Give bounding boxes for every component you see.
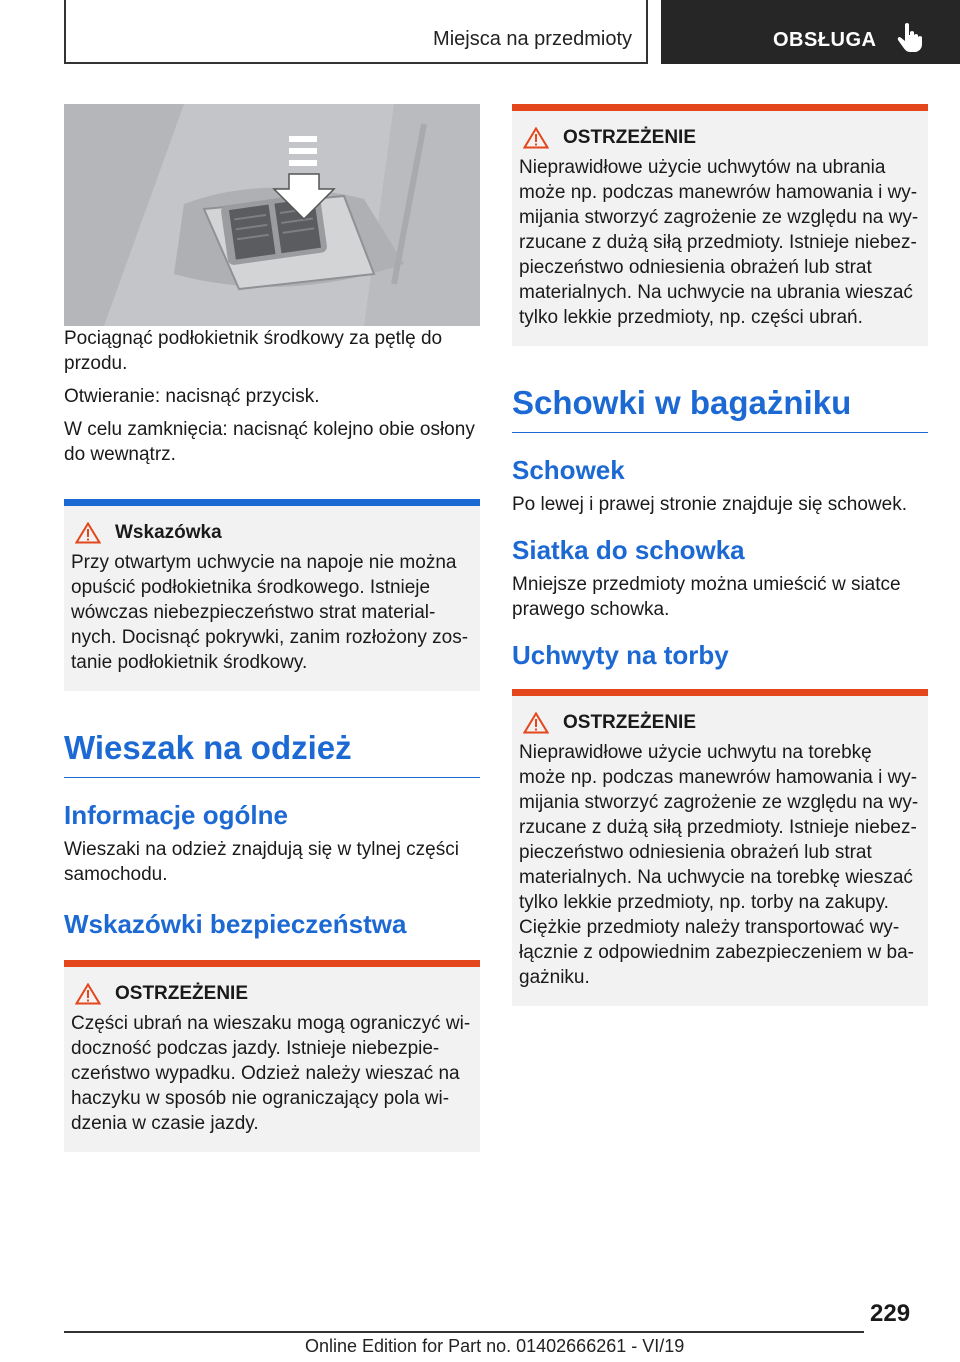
- storage-text: Po lewej i prawej stronie znajduje się schowek.: [512, 494, 907, 515]
- warning-box-clothes: [64, 960, 480, 1152]
- header-chapter-title: OBSŁUGA: [773, 29, 877, 51]
- warning-text: Nieprawidłowe użycie uchwytu na torebkę może np. podczas manewrów hamowania i wymijania stworzyć zagrożenie ze względu na wyrzucane z dużą siłą przedmioty. Istnieje niebezpieczeństwo odniesienia obrażeń lub strat materialnych. Na uchwycie na torebkę wieszać tylko lekkie przedmioty, np. torby na zakupy. Ciężkie przedmioty należy transportować wyłącznie z odpowiednim zabezpieczeniem w bagażniku.: [519, 742, 919, 988]
- warning-title: OSTRZEŻENIE: [115, 983, 249, 1004]
- warning-box-bag-hooks: [512, 689, 928, 1006]
- warning-title: OSTRZEŻENIE: [563, 712, 697, 733]
- header-section-title: Miejsca na przedmioty: [433, 28, 632, 50]
- warning-triangle-icon: [75, 983, 101, 1005]
- warning-triangle-icon: [523, 127, 549, 149]
- warning-title: OSTRZEŻENIE: [563, 127, 697, 148]
- subtitle-storage: Schowek: [512, 455, 625, 485]
- warning-triangle-icon: [523, 712, 549, 734]
- warning-text: Nieprawidłowe użycie uchwytów na ubrania może np. podczas manewrów hamowania i wymijania stworzyć zagrożenie ze względu na wyrzucane z dużą siłą przedmioty. Istnieje niebezpieczeństwo odniesienia obrażeń lub strat materialnych. Na uchwycie na ubrania wieszać tylko lekkie przedmioty, np. części ubrań.: [519, 157, 919, 328]
- note-text: Przy otwartym uchwycie na napoje nie można opuścić podłokietnika środkowego. Istnieje wówczas niebezpieczeństwo strat materialnych. Docisnąć pokrywki, zanim rozłożony zostanie podłokietnik środkowy.: [71, 552, 469, 673]
- left-column: [64, 104, 480, 1152]
- subtitle-general-info: Informacje ogólne: [64, 800, 288, 830]
- footer-edition: Online Edition for Part no. 01402666261 - VI/19: [305, 1336, 685, 1356]
- subtitle-bag-hooks: Uchwyty na torby: [512, 640, 729, 670]
- header-chapter-box: [661, 0, 960, 64]
- subtitle-storage-net: Siatka do schowka: [512, 535, 745, 565]
- general-info-text: Wieszaki na odzież znajdują się w tylnej części samochodu.: [64, 839, 459, 885]
- subtitle-safety-notes: Wskazówki bezpieczeństwa: [64, 909, 407, 939]
- page-number: 229: [870, 1300, 911, 1327]
- section-title-clothes-hooks: Wieszak na odzież: [64, 729, 480, 778]
- pointing-hand-icon: [897, 22, 923, 52]
- header-section-box: [64, 0, 648, 64]
- footer-rule: [64, 1331, 864, 1333]
- instruction-open: Otwieranie: nacisnąć przycisk.: [64, 386, 320, 407]
- armrest-photo: [64, 104, 480, 326]
- warning-triangle-icon: [75, 522, 101, 544]
- storage-net-text: Mniejsze przedmioty można umieścić w siatce prawego schowka.: [512, 574, 901, 620]
- warning-box-hooks: [512, 104, 928, 346]
- note-box: [64, 499, 480, 691]
- warning-text: Części ubrań na wieszaku mogą ograniczyć widoczność podczas jazdy. Istnieje niebezpieczeństwo wypadku. Odzież należy wieszać na haczyku w sposób nie ograniczający pola widzenia w czasie jazdy.: [71, 1013, 471, 1134]
- right-column: [512, 104, 928, 1006]
- instruction-pull-armrest: Pociągnąć podłokietnik środkowy za pętlę do przodu.: [64, 328, 443, 374]
- note-title: Wskazówka: [115, 522, 222, 543]
- section-title-trunk-storage: Schowki w bagażniku: [512, 384, 928, 433]
- instruction-close: W celu zamknięcia: nacisnąć kolejno obie osłony do wewnątrz.: [64, 419, 475, 465]
